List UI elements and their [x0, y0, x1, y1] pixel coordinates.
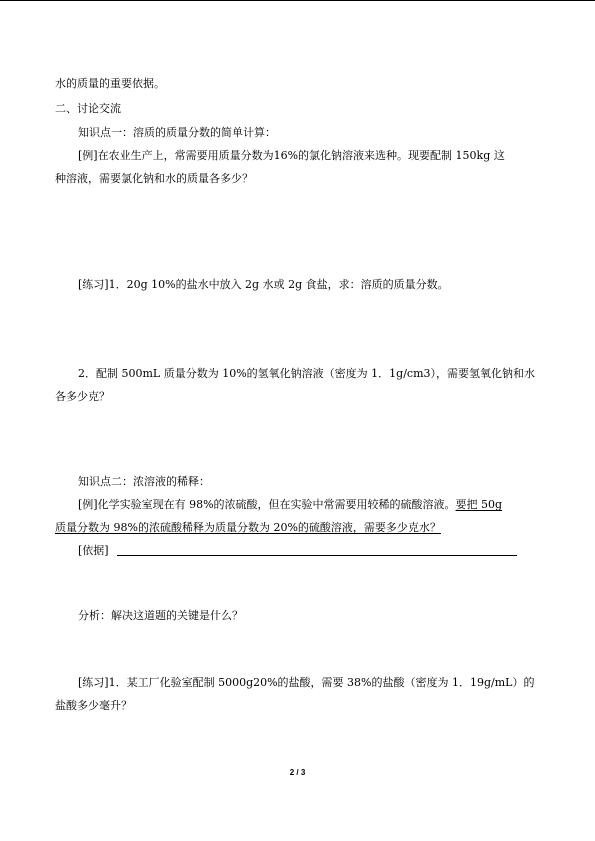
- text-line: 水的质量的重要依据。: [55, 77, 165, 90]
- exercise-3-line-2: 盐酸多少毫升？: [55, 699, 132, 712]
- example-2-text: [例]化学实验室现在有 98%的浓硫酸，但在实验中常需要用较稀的硫酸溶液。: [78, 498, 456, 511]
- example-1-line-2: 种溶液，需要氯化钠和水的质量各多少？: [55, 172, 253, 185]
- page-number: 2 / 3: [289, 768, 306, 777]
- example-1-line-1: [例]在农业生产上，常需要用质量分数为16%的氯化钠溶液来选种。现要配制 150kg 这: [78, 149, 505, 162]
- section-heading: 二、讨论交流: [55, 102, 121, 115]
- basis-label: [依据]: [78, 544, 109, 557]
- example-2-underlined-text: 要把 50g: [455, 498, 503, 511]
- top-rule: [0, 0, 595, 1]
- exercise-3-line-1: [练习]1．某工厂化验室配制 5000g20%的盐酸，需要 38%的盐酸（密度为 1．19g/mL）的: [78, 676, 535, 689]
- example-2-line-2: 质量分数为 98%的浓硫酸稀释为质量分数为 20%的硫酸溶液，需要多少克水？: [55, 521, 441, 534]
- exercise-2-line-2: 各多少克？: [55, 390, 110, 403]
- example-2-line-1: [78, 498, 502, 512]
- exercise-1: [练习]1．20g 10%的盐水中放入 2g 水或 2g 食盐，求：溶质的质量分数。: [78, 278, 449, 291]
- analysis-question: 分析：解决这道题的关键是什么？: [78, 609, 243, 622]
- basis-answer-blank: [117, 555, 517, 556]
- knowledge-point-2-heading: 知识点二：浓溶液的稀释：: [78, 475, 210, 488]
- exercise-2-line-1: 2．配制 500mL 质量分数为 10%的氢氧化钠溶液（密度为 1．1g/cm3），需要氢氧化钠和水: [78, 367, 535, 380]
- knowledge-point-1-heading: 知识点一：溶质的质量分数的简单计算：: [78, 126, 276, 139]
